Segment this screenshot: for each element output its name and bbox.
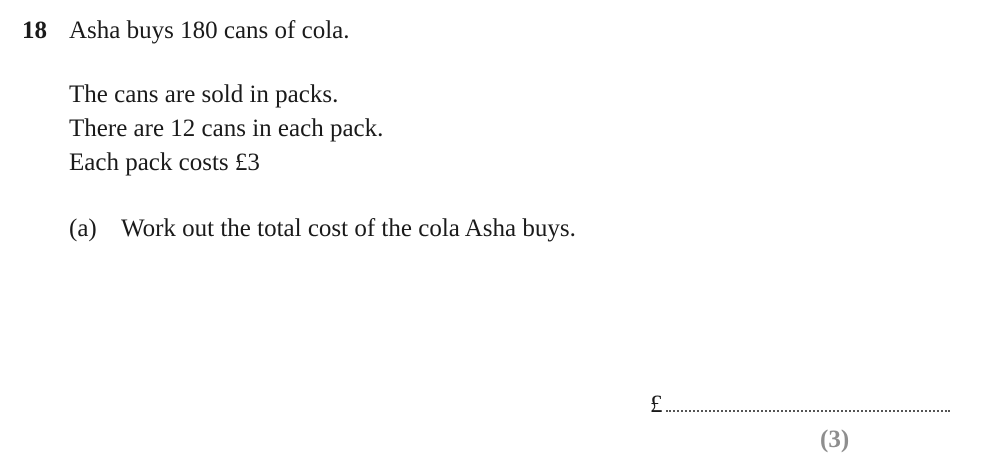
question-body — [69, 14, 959, 246]
question-part-a — [69, 212, 959, 246]
part-label: (a) — [69, 215, 97, 242]
question-info-block — [69, 78, 959, 180]
info-line: The cans are sold in packs. — [69, 81, 339, 108]
question-stem: Asha buys 180 cans of cola. — [69, 17, 350, 44]
part-text: Work out the total cost of the cola Asha buys. — [121, 215, 576, 242]
answer-input[interactable] — [666, 390, 951, 412]
info-line: Each pack costs £3 — [69, 149, 260, 176]
info-line: There are 12 cans in each pack. — [69, 115, 384, 142]
question-number: 18 — [22, 17, 47, 44]
currency-symbol: £ — [650, 391, 663, 418]
marks-allocation: (3) — [820, 426, 850, 453]
answer-line — [650, 390, 950, 420]
